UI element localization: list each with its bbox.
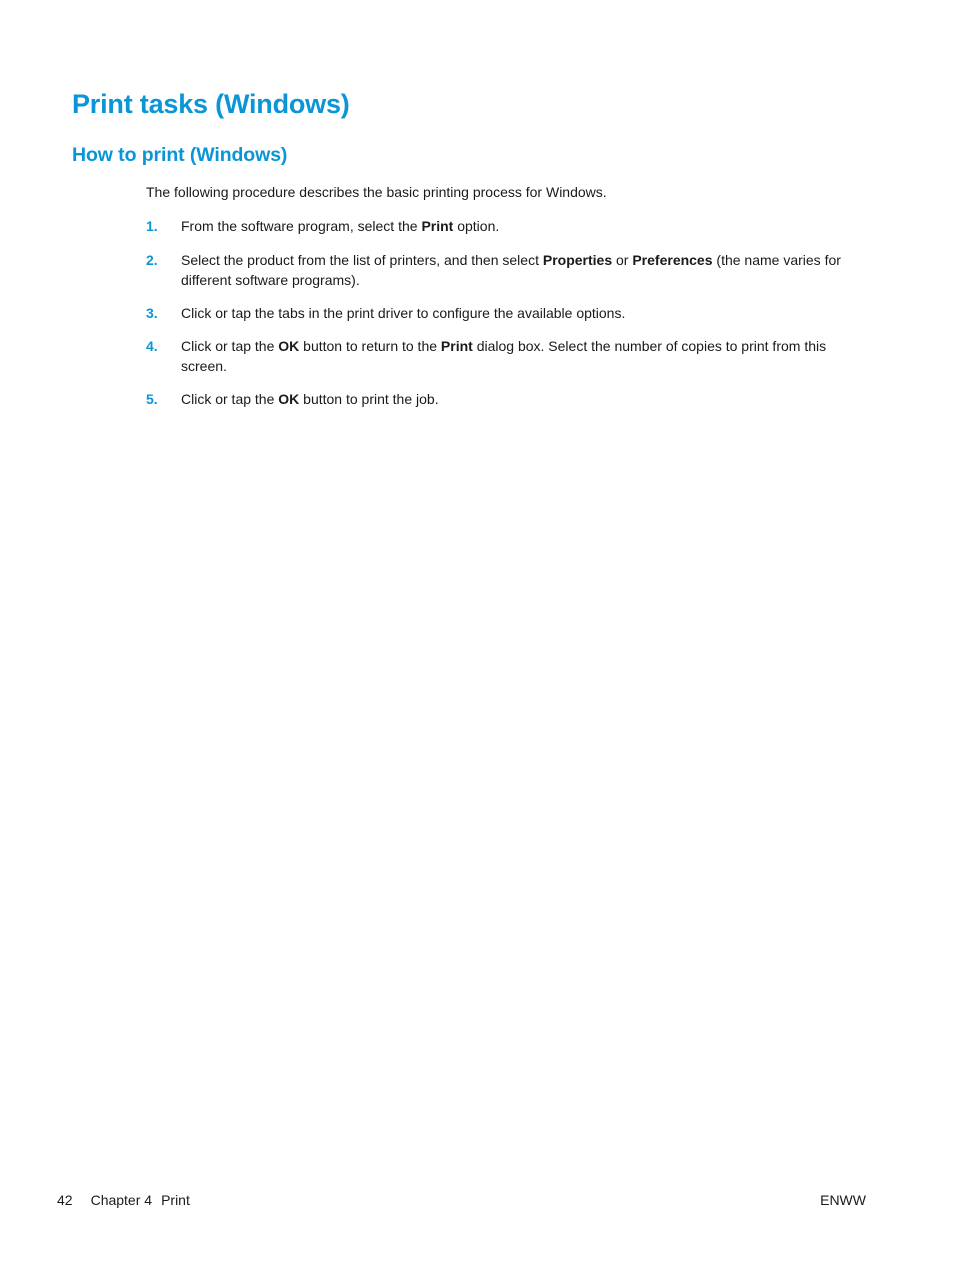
step-text: Click or tap the OK button to print the job. — [181, 391, 439, 407]
step-text: Click or tap the OK button to return to the Print dialog box. Select the number of copies to print from this screen. — [181, 338, 827, 374]
step-item — [146, 304, 862, 324]
ui-term: OK — [278, 391, 300, 407]
chapter-name: Print — [161, 1192, 190, 1208]
step-number: 2. — [146, 252, 158, 268]
step-text: Click or tap the tabs in the print driver to configure the available options. — [181, 305, 626, 321]
ui-term: Print — [421, 218, 454, 234]
ui-term: Preferences — [632, 252, 713, 268]
step-item — [146, 390, 862, 410]
step-number: 3. — [146, 305, 158, 321]
intro-paragraph: The following procedure describes the basic printing process for Windows. — [146, 184, 607, 200]
step-item — [146, 217, 862, 237]
page-number: 42 — [57, 1192, 73, 1208]
step-number: 4. — [146, 338, 158, 354]
step-item — [146, 337, 862, 376]
page-footer-left — [57, 1192, 190, 1208]
step-item — [146, 251, 862, 290]
ui-term: Properties — [542, 252, 613, 268]
section-title: How to print (Windows) — [72, 144, 288, 166]
step-text: From the software program, select the Print option. — [181, 218, 500, 234]
page-title: Print tasks (Windows) — [72, 89, 350, 119]
doc-code: ENWW — [820, 1192, 866, 1208]
ui-term: Print — [440, 338, 473, 354]
chapter-label: Chapter 4 — [90, 1192, 153, 1208]
step-text: Select the product from the list of printers, and then select Properties or Preferences (the name varies for different software programs). — [181, 252, 841, 288]
ui-term: OK — [278, 338, 300, 354]
step-number: 1. — [146, 218, 158, 234]
step-number: 5. — [146, 391, 158, 407]
